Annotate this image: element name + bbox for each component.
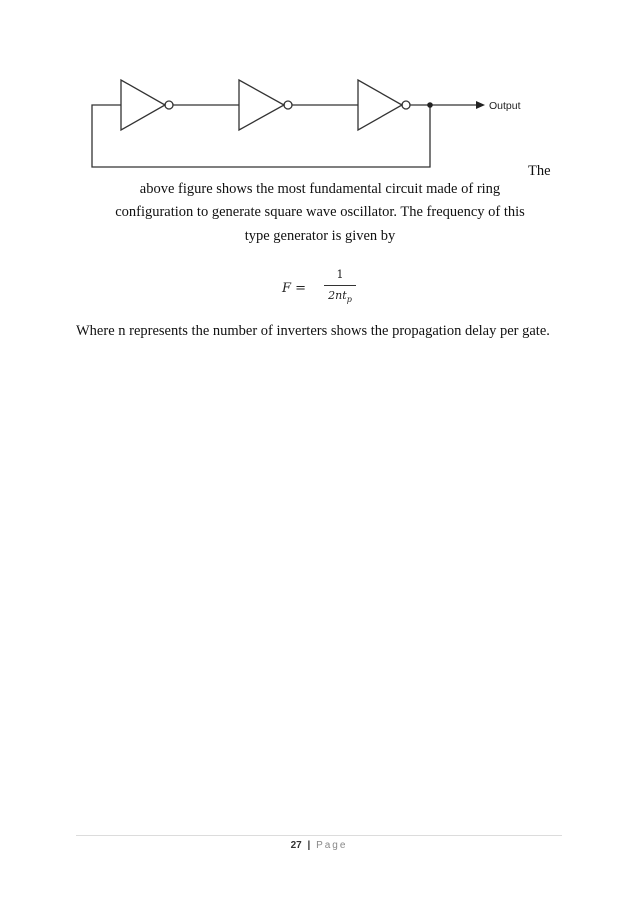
page-footer [0, 840, 638, 851]
body-text-line-4: type generator is given by [244, 228, 396, 244]
inverter-3 [358, 80, 402, 130]
junction-dot [427, 102, 433, 108]
formula-denominator-subscript: p [346, 295, 352, 305]
inverter-1 [121, 80, 165, 130]
ring-oscillator-diagram [0, 0, 638, 180]
output-arrowhead [476, 101, 485, 109]
feedback-wire [92, 105, 430, 167]
page-word: Page [316, 840, 348, 851]
formula-lhs: F = [282, 281, 307, 296]
frequency-formula [282, 268, 362, 312]
body-text-line-2: above figure shows the most fundamental circuit made of ring [139, 181, 501, 197]
explanation-paragraph: Where n represents the number of inverters shows the propagation delay per gate. [76, 323, 550, 339]
body-text-line-1: The [528, 163, 551, 179]
formula-fraction [324, 268, 356, 307]
footer-divider [76, 835, 562, 836]
body-text-line-3: configuration to generate square wave oscillator. The frequency of this [115, 204, 525, 220]
formula-denominator [324, 289, 356, 307]
formula-numerator: 1 [336, 268, 344, 281]
fraction-bar [324, 285, 356, 286]
formula-denominator-main: 2nt [328, 289, 347, 302]
footer-separator: | [307, 840, 311, 851]
output-label: Output [489, 100, 521, 112]
inverter-2 [239, 80, 284, 130]
page-number: 27 [290, 840, 302, 851]
